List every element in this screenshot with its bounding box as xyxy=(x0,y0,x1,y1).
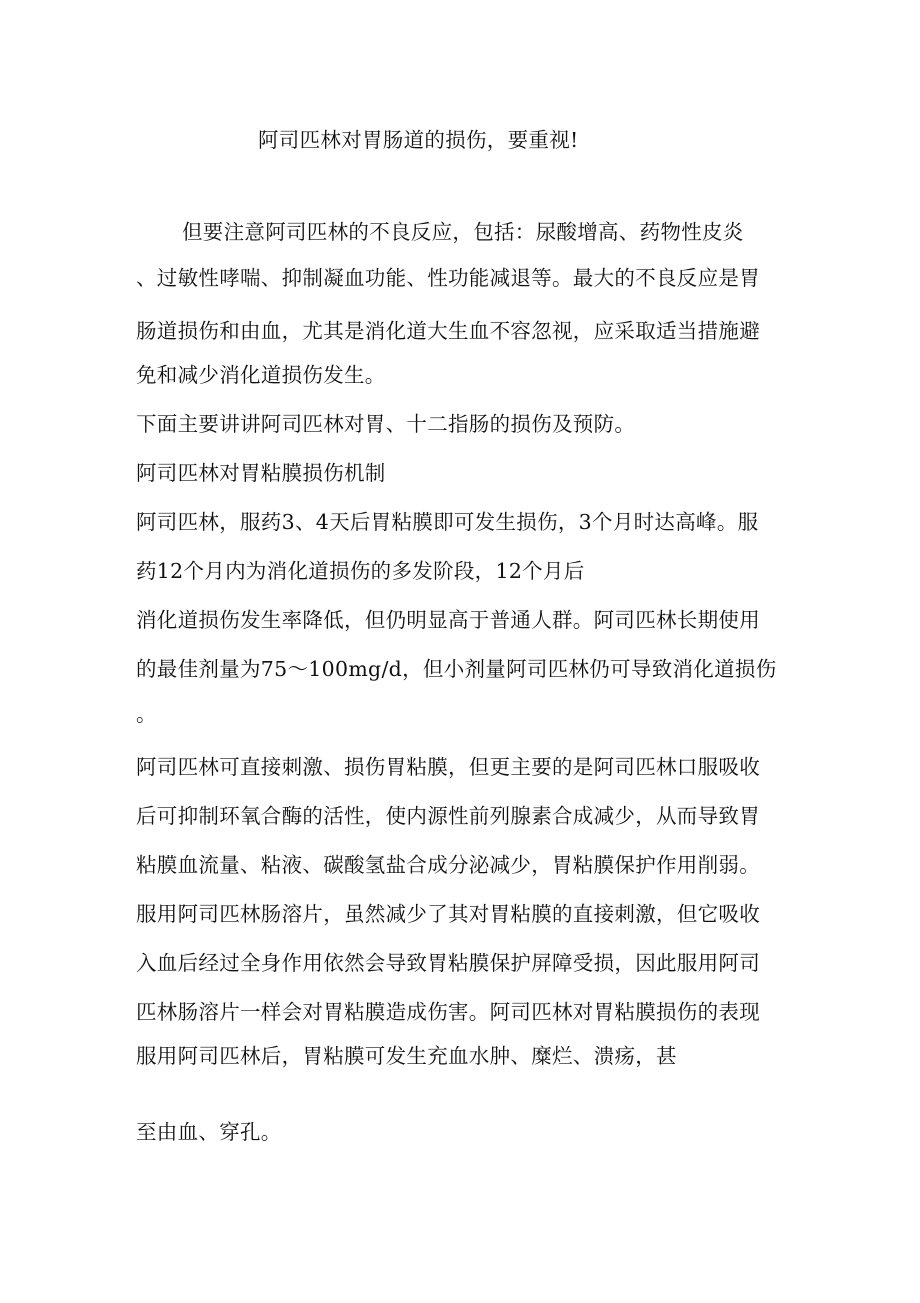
text-line-8: 药12个月内为消化道损伤的多发阶段，12个月后 xyxy=(136,559,585,583)
text-line-2: 、过敏性哮喘、抑制凝血功能、性功能减退等。最大的不良反应是胃 xyxy=(136,266,760,290)
text-line-15: 服用阿司匹林肠溶片，虽然减少了其对胃粘膜的直接刺激，但它吸收 xyxy=(136,902,760,926)
text-line-1: 但要注意阿司匹林的不良反应，包括：尿酸增高、药物性皮炎 xyxy=(182,220,744,244)
text-line-19: 至由血、穿孔。 xyxy=(136,1120,282,1144)
text-line-12: 阿司匹林可直接刺激、损伤胃粘膜，但更主要的是阿司匹林口服吸收 xyxy=(136,755,760,779)
text-line-14: 粘膜血流量、粘液、碳酸氢盐合成分泌减少，胃粘膜保护作用削弱。 xyxy=(136,853,760,877)
text-line-11: 。 xyxy=(136,702,157,726)
text-line-16: 入血后经过全身作用依然会导致胃粘膜保护屏障受损，因此服用阿司 xyxy=(136,951,760,975)
text-line-18: 服用阿司匹林后，胃粘膜可发生充血水肿、糜烂、溃疡，甚 xyxy=(136,1044,677,1068)
text-line-5: 下面主要讲讲阿司匹林对胃、十二指肠的损伤及预防。 xyxy=(136,412,636,436)
text-line-4: 免和减少消化道损伤发生。 xyxy=(136,363,386,387)
document-title: 阿司匹林对胃肠道的损伤，要重视! xyxy=(258,128,579,152)
section-heading: 阿司匹林对胃粘膜损伤机制 xyxy=(136,461,386,485)
text-line-3: 肠道损伤和由血，尤其是消化道大生血不容忽视，应采取适当措施避 xyxy=(136,319,760,343)
text-line-10: 的最佳剂量为75～100mg/d，但小剂量阿司匹林仍可导致消化道损伤 xyxy=(136,657,777,681)
text-line-13: 后可抑制环氧合酶的活性，使内源性前列腺素合成减少，从而导致胃 xyxy=(136,804,760,828)
text-line-7: 阿司匹林，服药3、4天后胃粘膜即可发生损伤，3个月时达高峰。服 xyxy=(136,510,759,534)
text-line-17: 匹林肠溶片一样会对胃粘膜造成伤害。阿司匹林对胃粘膜损伤的表现 xyxy=(136,1000,760,1024)
text-line-9: 消化道损伤发生率降低，但仍明显高于普通人群。阿司匹林长期使用 xyxy=(136,608,760,632)
